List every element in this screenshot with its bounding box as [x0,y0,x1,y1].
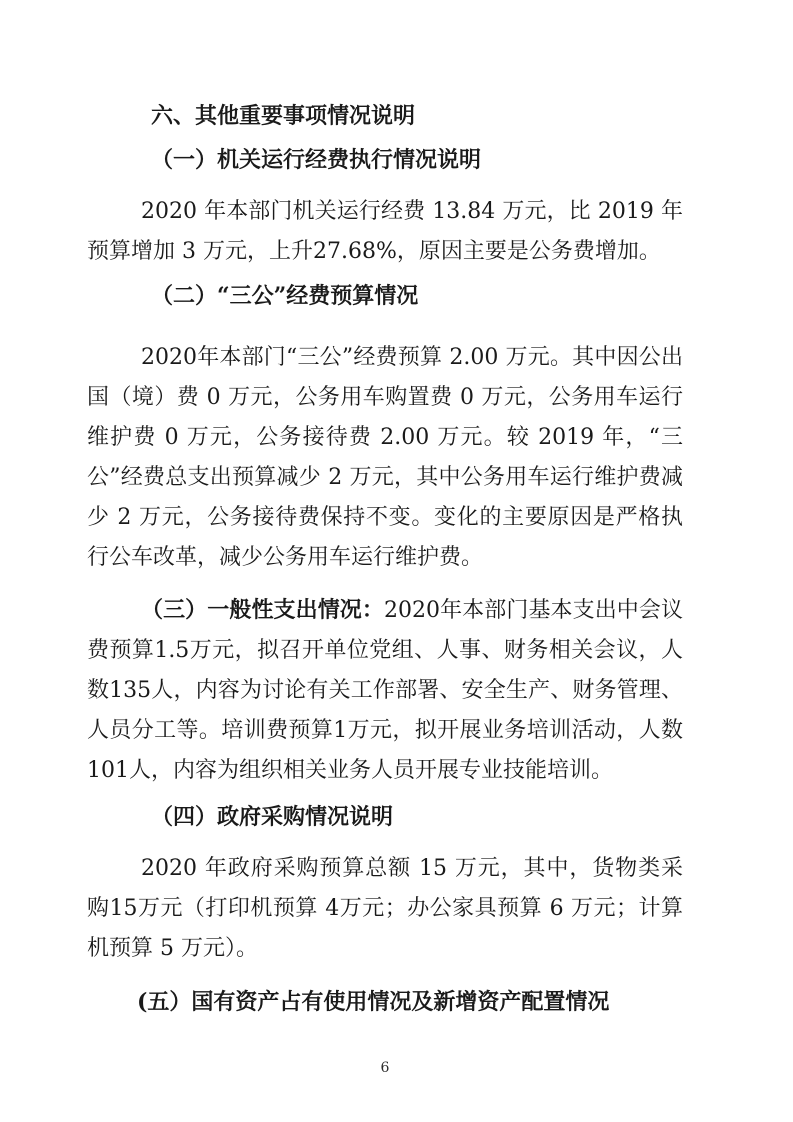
subsection-heading-government-procurement: （四）政府采购情况说明 [151,804,394,830]
paragraph-government-procurement: 2020 年政府采购预算总额 15 万元，其中，货物类采购15万元（打印机预算 4万元；办公家具预算 6 万元；计算机预算 5 万元）。 [87,856,683,961]
paragraph-general-expenditure-text: 2020年本部门基本支出中会议费预算1.5万元，拟召开单位党组、人事、财务相关会议，人数135人，内容为讨论有关工作部署、安全生产、财务管理、人员分工等。培训费预算1万元，拟开展业务培训活动，人数101人，内容为组织相关业务人员开展专业技能培训。 [87,598,683,783]
subsection-heading-general-expenditure-inline: （三）一般性支出情况： [141,597,384,623]
page-number: 6 [380,1060,390,1076]
section-heading-other-important-matters: 六、其他重要事项情况说明 [151,103,416,129]
paragraph-three-public-expense: 2020年本部门“三公”经费预算 2.00 万元。其中因公出国（境）费 0 万元，公务用车购置费 0 万元，公务用车运行维护费 0 万元，公务接待费 2.00 万元。较 2019 年，“三公”经费总支出预算减少 2 万元，其中公务用车运行维护费减少 2 万元，公务接待费保持不变。变化的主要原因是严格执行公车改革，减少公务用车运行维护费。 [87,345,683,570]
subsection-heading-agency-operating-expense: （一）机关运行经费执行情况说明 [151,147,482,173]
paragraph-general-expenditure [87,590,683,791]
subsection-heading-three-public-expense: （二）“三公”经费预算情况 [151,283,419,309]
paragraph-agency-operating-expense: 2020 年本部门机关运行经费 13.84 万元，比 2019 年预算增加 3 万元，上升27.68%，原因主要是公务费增加。 [87,199,683,264]
subsection-heading-state-owned-assets: (五）国有资产占有使用情况及新增资产配置情况 [137,989,610,1015]
